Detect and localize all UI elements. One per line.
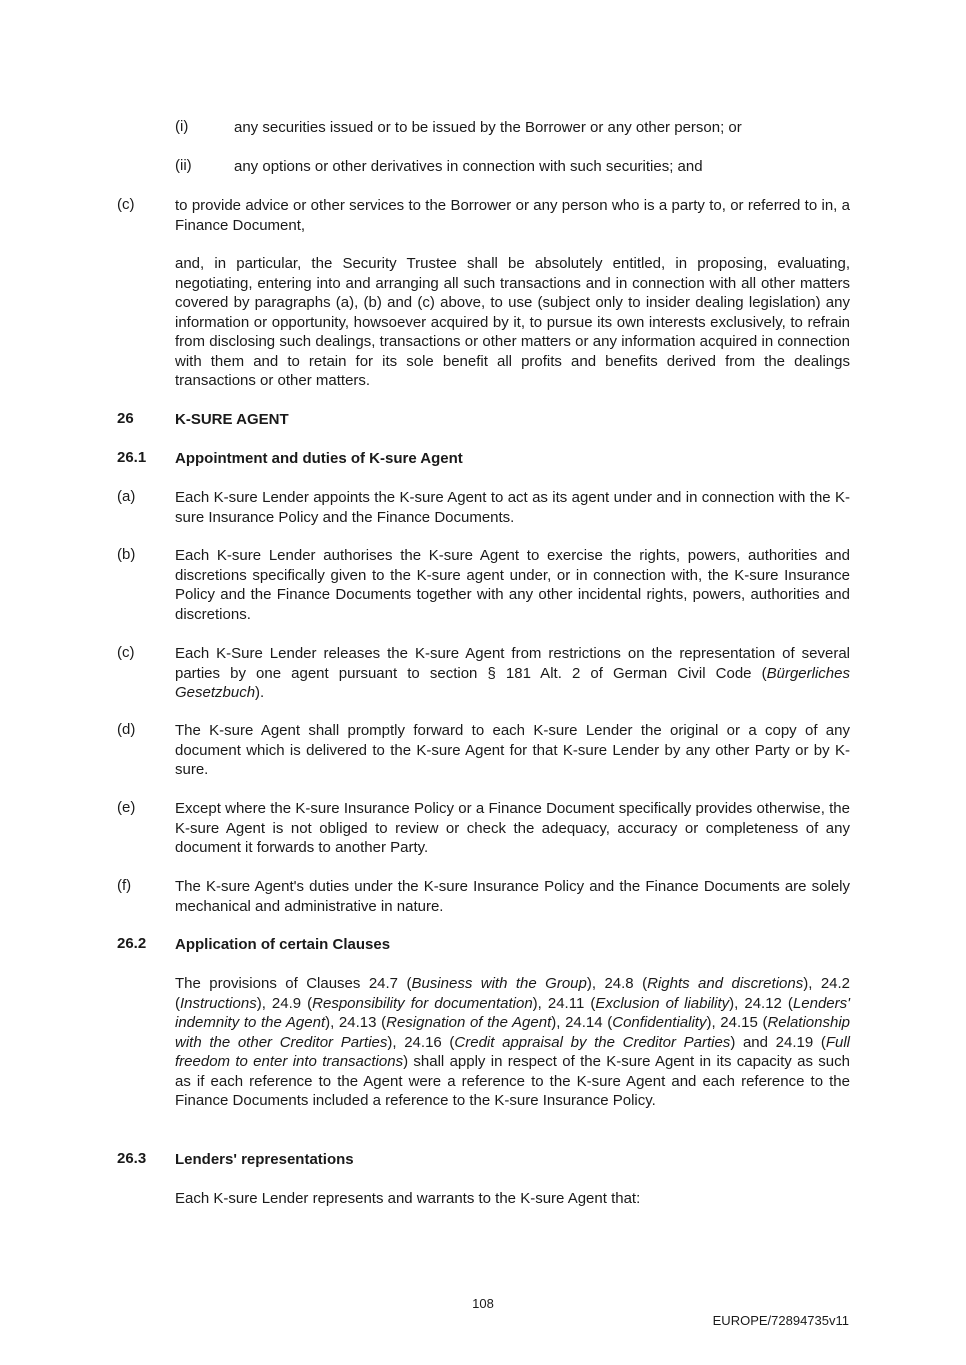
clause-title-italic: Exclusion of liability <box>595 994 730 1012</box>
text-run: ), 24.14 ( <box>551 1014 613 1031</box>
item-text-ii: any options or other derivatives in connection with such securities; and <box>234 158 703 175</box>
clause-text-e: Except where the K-sure Insurance Policy or a Finance Document specifically provides otherwise, the K-sure Agent is not obliged to review or check the adequacy, accuracy or completeness of any document it forwards to another Party. <box>175 800 850 856</box>
clause-c-italic-term: Bürgerliches Gesetzbuch <box>175 664 850 701</box>
document-reference: EUROPE/72894735v11 <box>712 1313 849 1328</box>
continuation-paragraph: and, in particular, the Security Trustee shall be absolutely entitled, in proposing, evaluating, negotiating, entering into and arranging all such transactions and in connection with all other matters covered by paragraphs (a), (b) and (c) above, to use (subject only to insider dealing legislation) any information or opportunity, howsoever acquired by it, to pursue its own interests exclusively, to refrain from disclosing such dealings, transactions or other matters or any information acquired in connection with them and to retain for its sole benefit all profits and benefits derived from the dealings transactions or other matters. <box>175 255 850 389</box>
text-run: ), 24.13 ( <box>325 1014 387 1031</box>
clause-text-c <box>175 644 850 703</box>
section-title-26-1: Appointment and duties of K-sure Agent <box>175 450 463 467</box>
clause-c-text-end: ). <box>255 684 265 701</box>
section-26-3-text: Each K-sure Lender represents and warrants to the K-sure Agent that: <box>175 1190 641 1207</box>
clause-title-italic: Responsibility for documentation <box>312 994 533 1012</box>
text-run: The provisions of Clauses 24.7 ( <box>175 975 412 992</box>
clause-text-a: Each K-sure Lender appoints the K-sure Agent to act as its agent under and in connection with the K-sure Insurance Policy and the Finance Documents. <box>175 489 850 526</box>
clause-number-f: (f) <box>117 877 132 894</box>
clause-title-italic: Rights and discretions <box>647 975 804 992</box>
clause-text-b: Each K-sure Lender authorises the K-sure Agent to exercise the rights, powers, authorities and discretions specifically given to the K-sure agent under, or in connection with, the K-sure Insurance Policy and the Finance Documents together with any other incidental rights, powers, authorities and discretions. <box>175 547 850 623</box>
text-run: ) shall apply in respect of the K-sure Agent in its capacity as such as if each reference to the Agent were a reference to the K-sure Agent and each reference to the Finance Documents included a reference to the K-sure Insurance Policy. <box>175 1053 850 1109</box>
section-title-26: K-SURE AGENT <box>175 411 289 428</box>
section-number-26-3: 26.3 <box>117 1150 147 1167</box>
clause-number-b: (b) <box>117 546 136 563</box>
text-run: ), 24.16 ( <box>387 1033 455 1051</box>
clause-number-e: (e) <box>117 799 136 816</box>
text-run: ), 24.9 ( <box>256 994 313 1012</box>
clause-number-c: (c) <box>117 644 135 661</box>
clause-number-d: (d) <box>117 721 136 738</box>
clause-title-italic: Business with the Group <box>411 975 587 992</box>
clause-text-f: The K-sure Agent's duties under the K-sure Insurance Policy and the Finance Documents are solely mechanical and administrative in nature. <box>175 878 850 915</box>
clause-title-italic: Lenders' indemnity to the Agent <box>175 994 851 1031</box>
section-title-26-2: Application of certain Clauses <box>175 936 391 953</box>
section-number-26-1: 26.1 <box>117 449 147 466</box>
text-run: ), 24.8 ( <box>586 975 648 992</box>
clause-c-text: Each K-Sure Lender releases the K-sure Agent from restrictions on the representation of several parties by one agent pursuant to section § 181 Alt. 2 of German Civil Code ( <box>175 645 850 682</box>
section-number-26: 26 <box>117 410 134 427</box>
clause-number-a: (a) <box>117 488 136 505</box>
section-26-2-paragraph <box>175 974 850 1111</box>
item-number-c: (c) <box>117 196 135 213</box>
clause-title-italic: Instructions <box>180 994 257 1012</box>
clause-title-italic: Full freedom to enter into transactions <box>175 1033 851 1070</box>
clause-title-italic: Resignation of the Agent <box>386 1014 552 1031</box>
section-number-26-2: 26.2 <box>117 935 147 952</box>
text-run: ), 24.2 ( <box>175 975 851 1012</box>
section-title-26-3: Lenders' representations <box>175 1151 354 1168</box>
clause-text-d: The K-sure Agent shall promptly forward to each K-sure Lender the original or a copy of any document which is delivered to the K-sure Agent for that K-sure Lender by any other Party or by K-sure. <box>175 722 850 778</box>
page-number: 108 <box>472 1296 494 1311</box>
text-run: ), 24.12 ( <box>729 994 793 1012</box>
item-text-i: any securities issued or to be issued by the Borrower or any other person; or <box>234 119 742 136</box>
text-run: ) and 24.19 ( <box>730 1033 826 1051</box>
item-text-c: to provide advice or other services to the Borrower or any person who is a party to, or referred to in, a Finance Document, <box>175 197 850 234</box>
clause-title-italic: Relationship with the other Creditor Parties <box>175 1014 851 1051</box>
clause-title-italic: Credit appraisal by the Creditor Parties <box>454 1033 731 1051</box>
text-run: ), 24.11 ( <box>532 994 596 1012</box>
item-number-i: (i) <box>175 118 189 135</box>
item-number-ii: (ii) <box>175 157 192 174</box>
text-run: ), 24.15 ( <box>706 1014 768 1031</box>
clause-title-italic: Confidentiality <box>612 1014 707 1031</box>
